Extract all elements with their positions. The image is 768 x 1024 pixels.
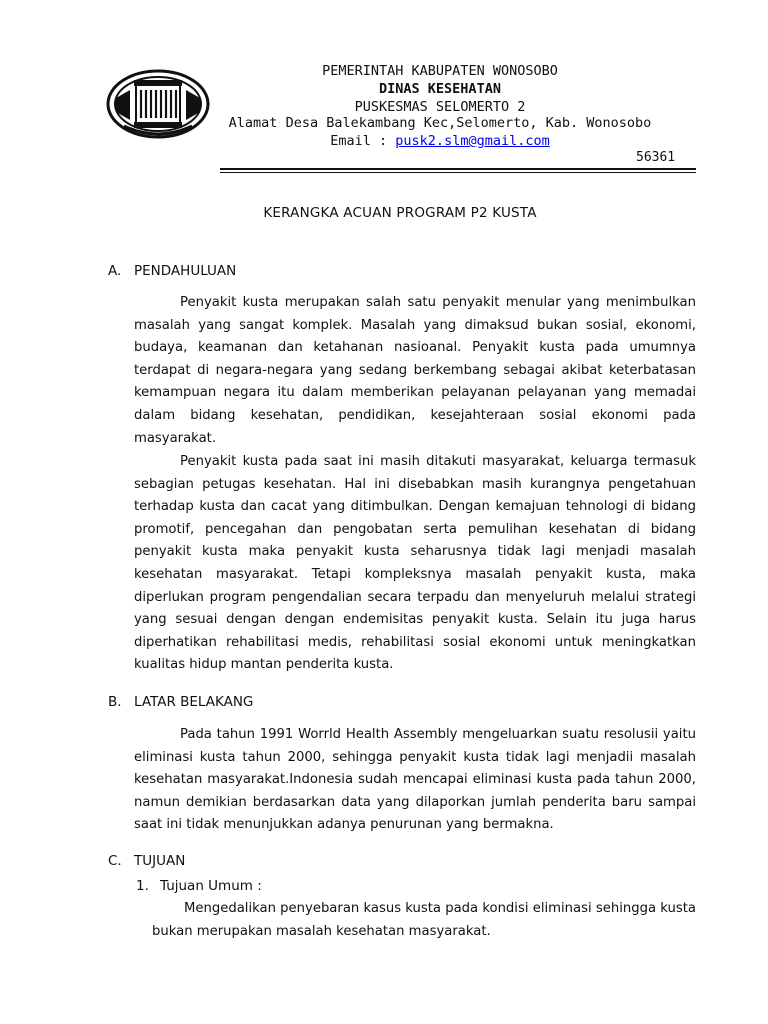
- letterhead-department: DINAS KESEHATAN: [379, 81, 501, 97]
- letterhead-email-line: [210, 132, 670, 151]
- email-link[interactable]: pusk2.slm@gmail.com: [395, 133, 550, 149]
- letterhead-puskesmas: PUSKESMAS SELOMERTO 2: [354, 99, 526, 115]
- section-b-title: LATAR BELAKANG: [134, 694, 254, 710]
- section-a-paragraph-1-text: Penyakit kusta merupakan salah satu penyakit menular yang menimbulkan masalah yang sangat komplek. Masalah yang dimaksud bukan sosial, ekonomi, budaya, keamanan dan ketahanan nasioanal. Penyakit kusta pada umumnya terdapat di negara-negara yang sedang berkembang sebagai akibat keterbatasan kemampuan negara itu dalam memberikan pelayanan pelayanan yang memadai dalam bidang kesehatan, pendidikan, kesejahteraan sosial ekonomi pada masyarakat.: [134, 295, 696, 446]
- section-a-label: A.: [108, 263, 122, 279]
- letterhead-rule-thick: [220, 168, 696, 170]
- postal-code: 56361: [636, 150, 676, 165]
- section-c-sub-1-paragraph-text: Mengedalikan penyebaran kasus kusta pada kondisi eliminasi sehingga kusta bukan merupakan masalah kesehatan masyarakat.: [152, 901, 696, 939]
- document-title: KERANGKA ACUAN PROGRAM P2 KUSTA: [263, 205, 537, 221]
- email-label: Email :: [330, 133, 396, 149]
- letterhead-address: Alamat Desa Balekambang Kec,Selomerto, Kab. Wonosobo: [228, 115, 652, 131]
- section-a-paragraph-1: [134, 292, 696, 450]
- section-a-title: PENDAHULUAN: [134, 263, 237, 279]
- section-c-sub-1-title: Tujuan Umum :: [160, 878, 262, 894]
- section-c-sub-1-paragraph: [152, 898, 696, 943]
- section-a-paragraph-2-text: Penyakit kusta pada saat ini masih ditakuti masyarakat, keluarga termasuk sebagian petugas kesehatan. Hal ini disebabkan masih kurangnya pengetahuan terhadap kusta dan cacat yang ditimbulkan. Dengan kemajuan tehnologi di bidang promotif, pencegahan dan pengobatan serta pemulihan kesehatan di bidang penyakit kusta maka penyakit kusta seharusnya tidak lagi menjadi masalah kesehatan masyarakat. Tetapi kompleksnya masalah penyakit kusta, maka diperlukan program pengendalian secara terpadu dan menyeluruh melalui strategi yang sesuai dengan dengan endemisitas penyakit kusta. Selain itu juga harus diperhatikan rehabilitasi medis, rehabilitasi sosial ekonomi untuk meningkatkan kualitas hidup mantan penderita kusta.: [134, 454, 696, 673]
- section-c-sub-1-heading: [136, 878, 262, 894]
- section-a-heading: [108, 263, 236, 279]
- section-a-paragraph-2: [134, 451, 696, 677]
- section-c-label: C.: [108, 853, 122, 869]
- section-b-paragraph-1-text: Pada tahun 1991 Worrld Health Assembly mengeluarkan suatu resolusii yaitu eliminasi kusta tahun 2000, sehingga penyakit kusta tidak lagi menjadii masalah kesehatan masyarakat.Indonesia sudah mencapai eliminasi kusta pada tahun 2000, namun demikian berdasarkan data yang dilaporkan jumlah penderita baru sampai saat ini tidak menunjukkan adanya penurunan yang bermakna.: [134, 727, 696, 833]
- letterhead-government: PEMERINTAH KABUPATEN WONOSOBO: [322, 63, 558, 79]
- section-b-heading: [108, 694, 253, 710]
- section-c-heading: [108, 853, 185, 869]
- letterhead-rule-thin: [220, 172, 696, 173]
- section-c-title: TUJUAN: [134, 853, 186, 869]
- section-b-label: B.: [108, 694, 122, 710]
- section-c-sub-1-label: 1.: [136, 878, 149, 894]
- section-b-paragraph-1: [134, 724, 696, 837]
